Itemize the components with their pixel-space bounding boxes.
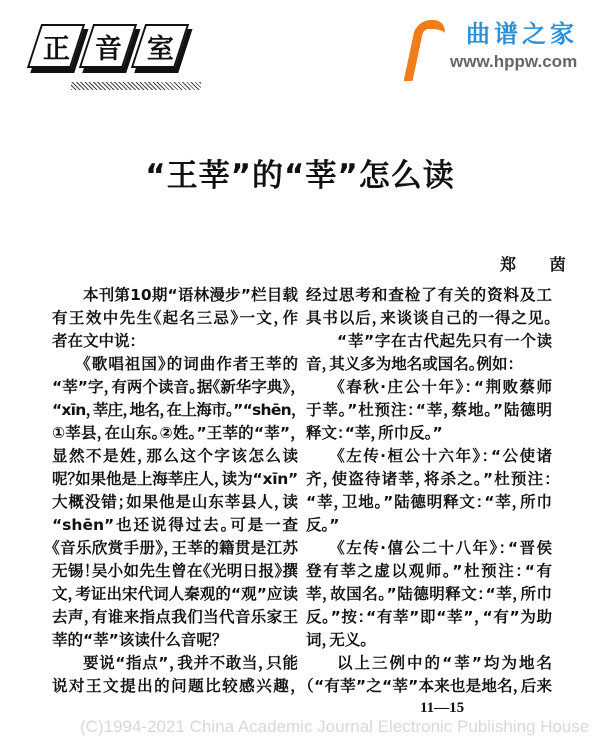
logo-char: 室 [146,33,174,65]
watermark-url: www.hppw.com [450,52,578,71]
text-line: 齐，使盗待诸莘，将杀之。”杜预注： [306,470,552,488]
text-line: 反。” [306,516,340,534]
watermark-name: 曲谱之家 [466,20,578,48]
text-line: 文，考证出宋代词人秦观的“观”应读 [52,585,298,603]
text-line: 具书以后，来谈谈自己的一得之见。 [306,309,552,327]
text-line: 去声，有谁来指点我们当代音乐家王 [52,608,298,626]
text-line: 以上三例中的“莘”均为地名 [337,654,552,672]
text-line: 无锡！吴小如先生曾在《光明日报》撰 [52,562,298,580]
column-logo [26,20,196,80]
text-line: “莘”字，有两个读音。据《新华字典》， [52,378,298,396]
text-line: 经过思考和查检了有关的资料及工 [306,286,552,304]
page-number: 11—15 [420,700,465,716]
text-line: （“有莘”之“莘”本来也是地名，后来 [306,677,552,695]
text-line: 显然不是姓，那么这个字该怎么读 [52,447,298,465]
text-line: 《左传·僖公二十八年》：“晋侯 [337,539,552,557]
text-line: 音，其义多为地名或国名。例如： [306,355,516,373]
text-line: 词，无义。 [306,631,369,649]
text-line: 莘的“莘”该读什么音呢？ [52,631,220,649]
text-line: “莘，卫地。”陆德明释文：“莘，所巾 [306,493,552,511]
text-line: 者在文中说： [52,332,138,350]
text-line: 释文：“莘，所巾反。” [306,424,443,442]
text-line: “xīn，莘庄，地名，在上海市。”“shēn， [52,401,298,419]
text-line: 《歌唱祖国》的词曲作者王莘的 [83,355,298,373]
site-watermark [410,22,590,82]
text-line: 《左传·桓公十六年》：“公使诸 [337,447,552,465]
text-line: ①莘县，在山东。②姓。”王莘的“莘”， [52,424,298,442]
text-line: “shēn”也还说得过去。可是一查 [52,516,298,534]
text-line: 大概没错；如果他是山东莘县人，读 [52,493,298,511]
left-column [52,284,298,698]
text-line: 要说“指点”，我并不敢当，只能 [83,654,298,672]
right-column [306,284,552,698]
text-line: 反。”按：“有莘”即“莘”，“有”为助 [306,608,552,626]
copyright-watermark: (C)1994-2021 China Academic Journal Electronic Publishing House [80,717,590,736]
watermark-logo-icon [404,20,448,81]
logo-char: 音 [94,33,122,65]
logo-shadow-dots [71,82,201,90]
author: 郑 茵 [500,255,580,274]
text-line: 有王效中先生《起名三忌》一文，作 [52,309,298,327]
text-line: 登有莘之虚以观师。”杜预注：“有 [306,562,552,580]
text-line: 说对王文提出的问题比较感兴趣， [52,677,298,695]
text-line: 《音乐欣赏手册》，王莘的籍贯是江苏 [52,539,298,557]
article-title: “王莘”的“莘”怎么读 [145,158,455,194]
text-line: “莘”字在古代起先只有一个读 [337,332,552,350]
text-line: 呢？如果他是上海莘庄人，读为“xīn” [52,470,298,488]
text-line: 莘，故国名。”陆德明释文：“莘，所巾 [306,585,552,603]
text-line: 于莘。”杜预注：“莘，蔡地。”陆德明 [306,401,552,419]
text-line: 《春秋·庄公十年》：“荆败蔡师 [337,378,552,396]
text-line: 本刊第10期“语林漫步”栏目载 [83,286,298,304]
logo-char: 正 [42,33,70,65]
